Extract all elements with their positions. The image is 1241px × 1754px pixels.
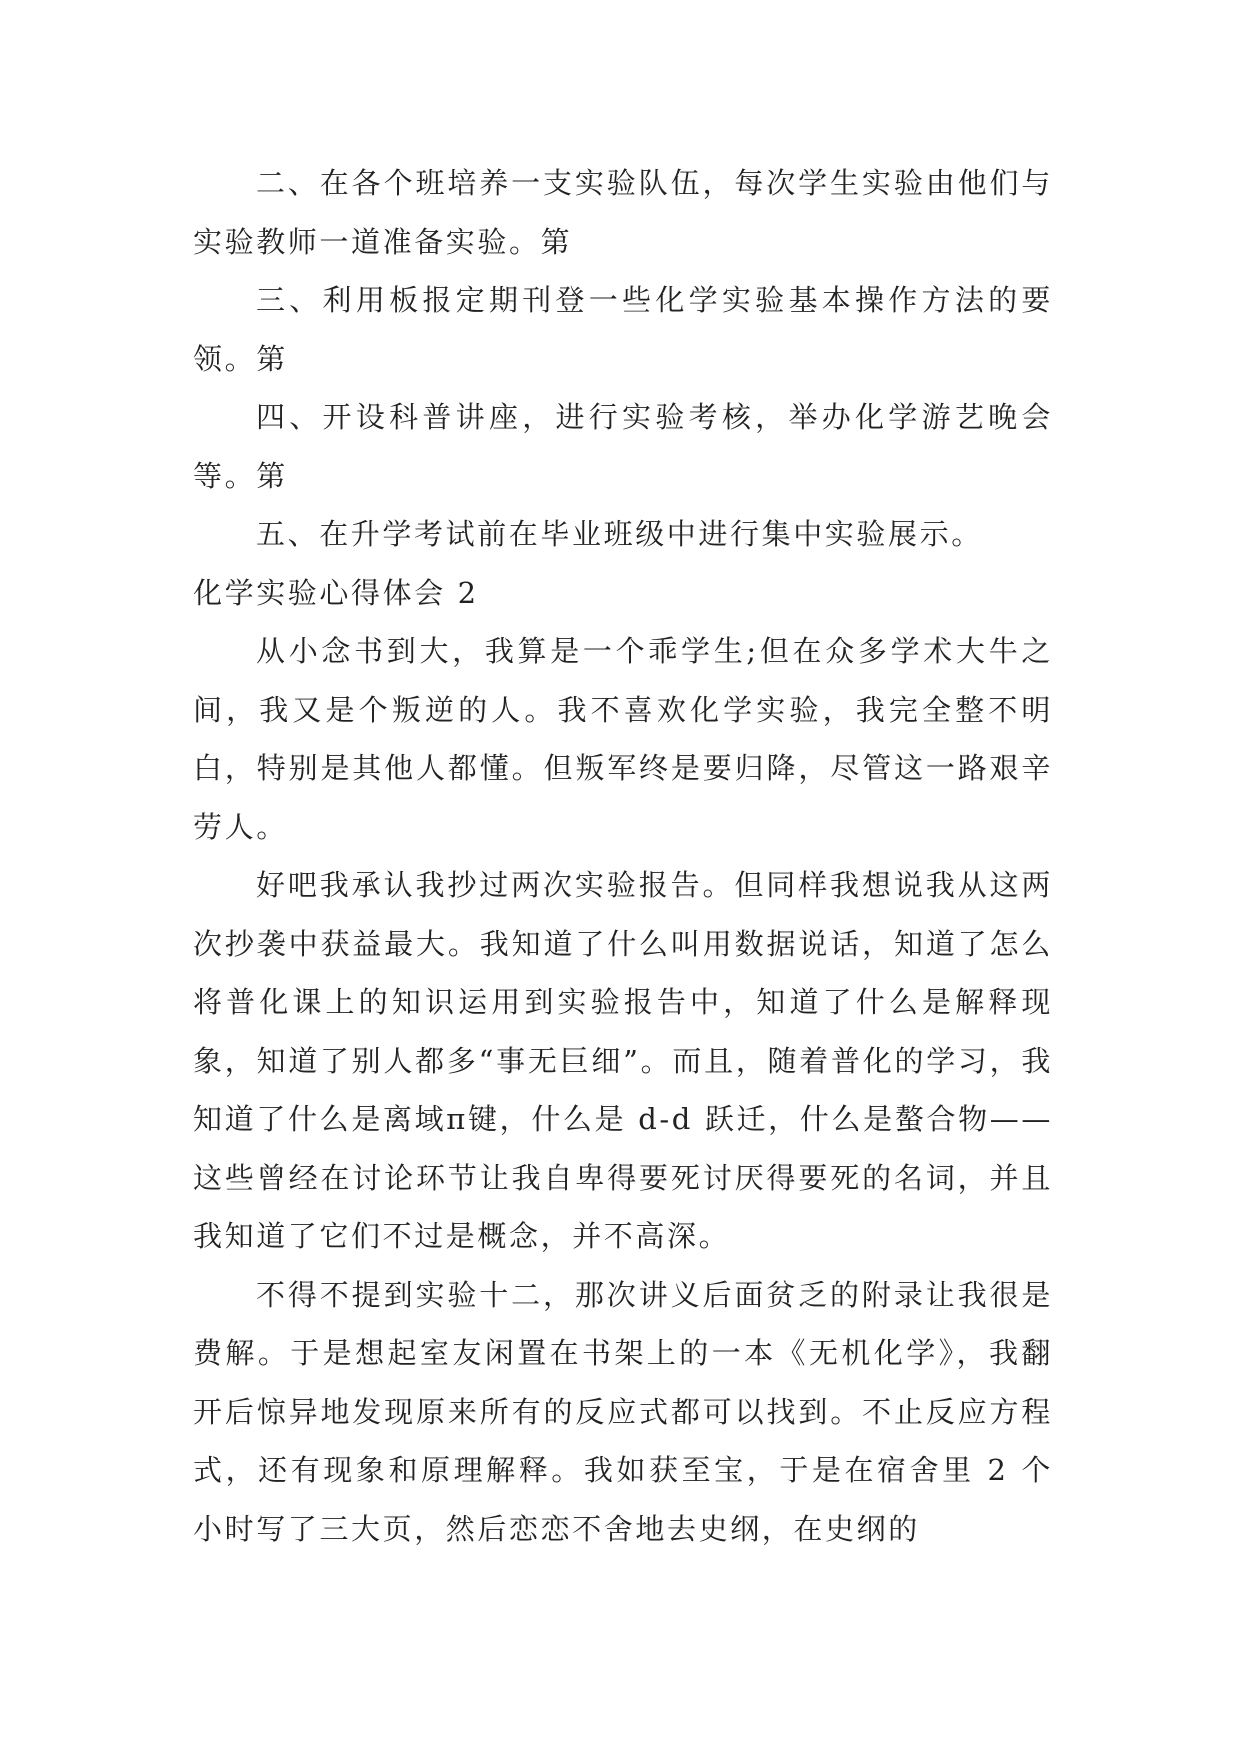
body-paragraph-3: 不得不提到实验十二，那次讲义后面贫乏的附录让我很是费解。于是想起室友闲置在书架上的一本《无机化学》，我翻开后惊异地发现原来所有的反应式都可以找到。不止反应方程式，还有现象和原理解释。我如获至宝，于是在宿舍里 2 个小时写了三大页，然后恋恋不舍地去史纲，在史纲的 xyxy=(193,1277,1053,1546)
list-paragraph-3: 三、利用板报定期刊登一些化学实验基本操作方法的要领。第 xyxy=(193,283,1053,376)
document-body xyxy=(193,154,1053,1558)
body-paragraph-1: 从小念书到大，我算是一个乖学生;但在众多学术大牛之间，我又是个叛逆的人。我不喜欢化学实验，我完全整不明白，特别是其他人都懂。但叛军终是要归降，尽管这一路艰辛劳人。 xyxy=(193,634,1053,844)
list-paragraph-2: 二、在各个班培养一支实验队伍，每次学生实验由他们与实验教师一道准备实验。第 xyxy=(193,166,1053,259)
list-paragraph-5: 五、在升学考试前在毕业班级中进行集中实验展示。 xyxy=(256,517,983,551)
body-paragraph-2: 好吧我承认我抄过两次实验报告。但同样我想说我从这两次抄袭中获益最大。我知道了什么叫用数据说话，知道了怎么将普化课上的知识运用到实验报告中，知道了什么是解释现象，知道了别人都多“事无巨细”。而且，随着普化的学习，我知道了什么是离域π键，什么是 d-d 跃迁，什么是螯合物——这些曾经在讨论环节让我自卑得要死讨厌得要死的名词，并且我知道了它们不过是概念，并不高深。 xyxy=(193,868,1053,1253)
section-heading: 化学实验心得体会 2 xyxy=(193,575,479,610)
list-paragraph-4: 四、开设科普讲座，进行实验考核，举办化学游艺晚会等。第 xyxy=(193,400,1053,493)
